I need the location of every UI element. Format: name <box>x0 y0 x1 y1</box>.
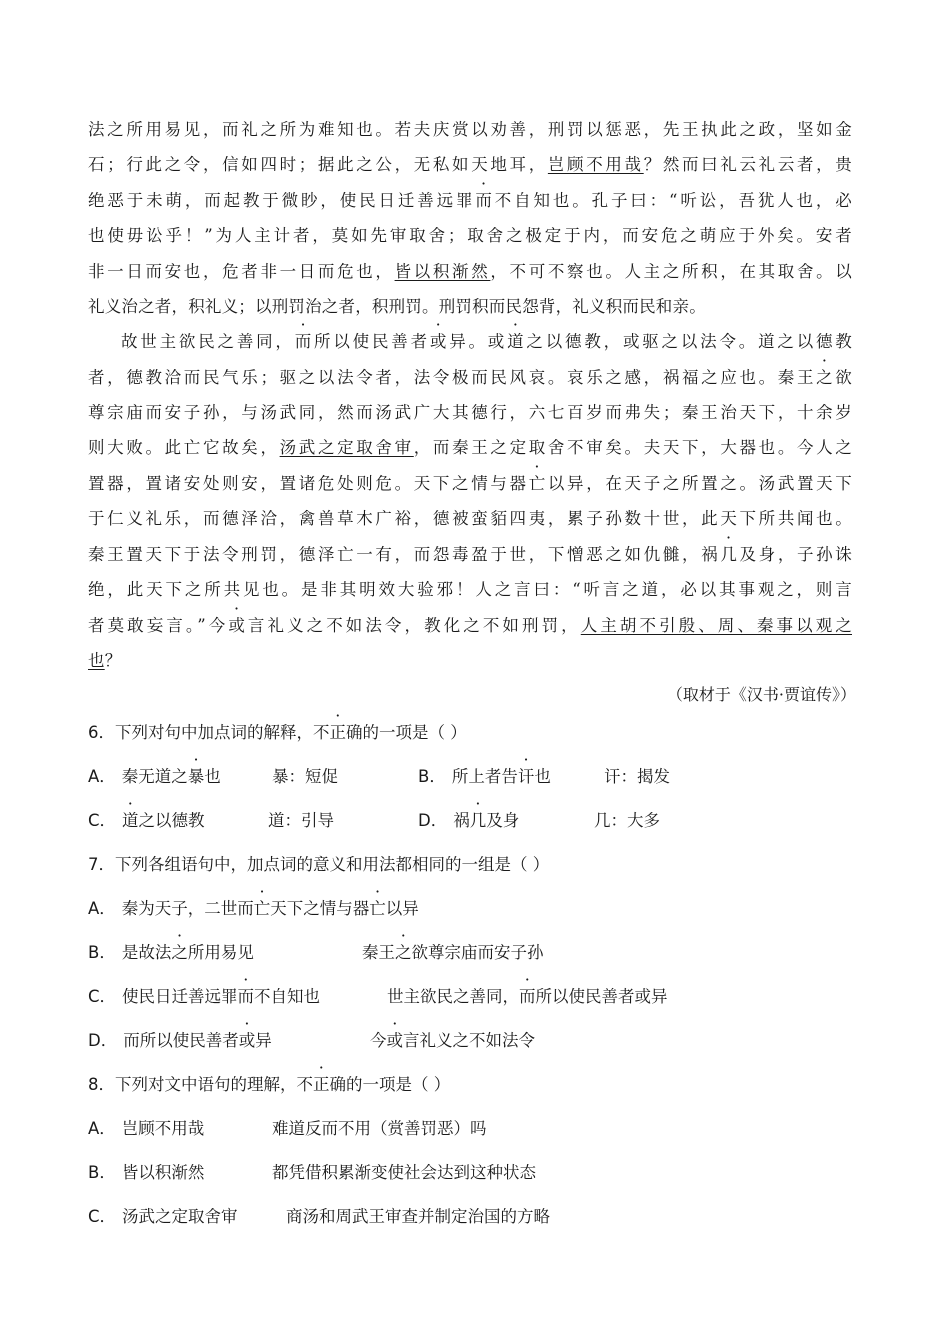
question-6-stem: 6．下列对句中加点词的解释，不正确的一项是（ ） <box>88 719 467 743</box>
passage-line-2: 石；行此之令，信如四时；据此之公，无私如天地耳，岂顾不用哉？然而曰礼云礼云者，贵 <box>88 155 852 174</box>
q7-option-d-second: 今或言礼义之不如法令 <box>370 1027 535 1051</box>
dotted-word: 或 <box>429 332 447 351</box>
dotted-word: 或 <box>386 1031 403 1050</box>
q7-option-b[interactable]: B． 是故法之所用易见 <box>88 939 254 963</box>
underlined-phrase: 皆以积渐然 <box>394 262 491 281</box>
q7-option-c[interactable]: C． 使民日迁善远罪而不自知也 <box>88 983 320 1007</box>
passage-line-1: 法之所用易见，而礼之所为难知也。若夫庆赏以劝善，刑罚以惩恶，先王执此之政，坚如金 <box>88 120 852 139</box>
dotted-word: 之 <box>171 943 188 962</box>
dotted-word: 道 <box>122 811 139 830</box>
passage-line-16: 也？ <box>88 651 122 670</box>
dotted-word: 暴 <box>187 767 205 786</box>
passage-line-11: 置器，置诸安处则安，置诸危处则危。天下之情与器亡以异，在天子之所置之。汤武置天下 <box>88 470 852 494</box>
passage-line-4: 也使毋讼乎！”为人主计者，莫如先审取舍；取舍之极定于内，而安危之萌应于外矣。安者 <box>88 226 852 245</box>
passage-line-6: 礼义治之者，积礼义；以刑罚治之者，积刑罚。刑罚积而民怨背，礼义积而民和亲。 <box>88 297 706 316</box>
passage-line-8: 者，德教洽而民气乐；驱之以法令者，法令极而民风哀。哀乐之感，祸福之应也。秦王之欲 <box>88 364 852 388</box>
source-citation: （取材于《汉书·贾谊传》） <box>666 685 856 704</box>
dotted-word: 不正确 <box>296 1075 346 1094</box>
dotted-word: 讦 <box>517 767 535 786</box>
passage-line-10: 则大败。此亡它故矣，汤武之定取舍审，而秦王之定取舍不审矣。夫天下，大器也。今人之 <box>88 438 853 457</box>
dotted-word: 道 <box>507 332 524 351</box>
passage-line-3: 绝恶于未萌，而起教于微眇，使民日迁善远罪而不自知也。孔子曰：“听讼，吾犹人也，必 <box>88 187 852 211</box>
question-7-stem: 7．下列各组语句中，加点词的意义和用法都相同的一组是（ ） <box>88 855 550 874</box>
underlined-phrase: 人主胡不引殷、周、秦事以观之 <box>580 616 852 635</box>
passage-line-15: 者莫敢妄言。”今或言礼义之不如法令，教化之不如刑罚，人主胡不引殷、周、秦事以观之 <box>88 612 852 636</box>
passage-line-9: 尊宗庙而安子孙，与汤武同，然而汤武广大其德行，六七百岁而弗失；秦王治天下，十余岁 <box>88 403 852 422</box>
q6-option-a-gloss: 暴：短促 <box>272 767 338 786</box>
passage-line-5: 非一日而安也，危者非一日而危也，皆以积渐然，不可不察也。人主之所积，在其取舍。以 <box>88 262 852 281</box>
dotted-word: 不正确 <box>313 723 363 742</box>
q6-option-a[interactable]: A． 秦无道之暴也 <box>88 763 221 787</box>
q6-option-d-gloss: 几：大多 <box>594 811 660 830</box>
dotted-word: 亡 <box>253 899 271 918</box>
dotted-word: 亡 <box>528 474 546 493</box>
underlined-phrase: 也 <box>88 651 105 670</box>
q8-option-a-gloss: 难道反而不用（赏善罚恶）吗 <box>272 1119 487 1138</box>
question-8-stem: 8．下列对文中语句的理解，不正确的一项是（ ） <box>88 1071 450 1095</box>
q7-option-c-second: 世主欲民之善同，而所以使民善者或异 <box>387 983 668 1007</box>
passage-line-13: 秦王置天下于法令刑罚，德泽亡一有，而怨毒盈于世，下憎恶之如仇雠，祸几及身，子孙诛 <box>88 541 852 565</box>
q8-option-b[interactable]: B． 皆以积渐然 <box>88 1163 205 1182</box>
passage-line-7: 故世主欲民之善同，而所以使民善者或异。或道之以德教，或驱之以法令。道之以德教 <box>121 328 852 352</box>
q7-option-d[interactable]: D． 而所以使民善者或异 <box>88 1027 272 1051</box>
dotted-word: 或 <box>238 1031 256 1050</box>
dotted-word: 而 <box>294 332 312 351</box>
q7-option-b-second: 秦王之欲尊宗庙而安子孙 <box>362 939 544 963</box>
dotted-word: 而 <box>475 191 493 210</box>
q6-option-b[interactable]: B． 所上者告讦也 <box>418 763 551 787</box>
dotted-word: 或 <box>228 616 246 635</box>
passage-line-12: 于仁义礼乐，而德泽洽，禽兽草木广裕，德被蛮貊四夷，累子孙数十世，此天下所共闻也。 <box>88 509 852 528</box>
underlined-phrase: 汤武之定取舍审 <box>279 438 414 457</box>
q8-option-c-gloss: 商汤和周武王审查并制定治国的方略 <box>286 1207 550 1226</box>
dotted-word: 几 <box>720 545 738 564</box>
q7-option-a[interactable]: A． 秦为天子，二世而亡天下之情与器亡以异 <box>88 895 419 919</box>
dotted-word: 之 <box>395 943 412 962</box>
dotted-word: 几 <box>469 811 487 830</box>
dotted-word: 亡 <box>369 899 386 918</box>
q6-option-b-gloss: 讦：揭发 <box>604 767 670 786</box>
q6-option-c-gloss: 道：引导 <box>268 811 334 830</box>
q8-option-b-gloss: 都凭借积累渐变使社会达到这种状态 <box>272 1163 536 1182</box>
q6-option-c[interactable]: C． 道之以德教 <box>88 807 205 831</box>
q8-option-c[interactable]: C． 汤武之定取舍审 <box>88 1207 238 1226</box>
dotted-word: 而 <box>237 987 255 1006</box>
passage-line-14: 绝，此天下之所共见也。是非其明效大验邪！人之言曰：“听言之道，必以其事观之，则言 <box>88 580 852 599</box>
q8-option-a[interactable]: A． 岂顾不用哉 <box>88 1119 205 1138</box>
dotted-word: 而 <box>519 987 536 1006</box>
dotted-word: 之 <box>816 368 833 387</box>
q6-option-d[interactable]: D． 祸几及身 <box>418 807 519 831</box>
underlined-phrase: 岂顾不用哉 <box>547 155 644 174</box>
